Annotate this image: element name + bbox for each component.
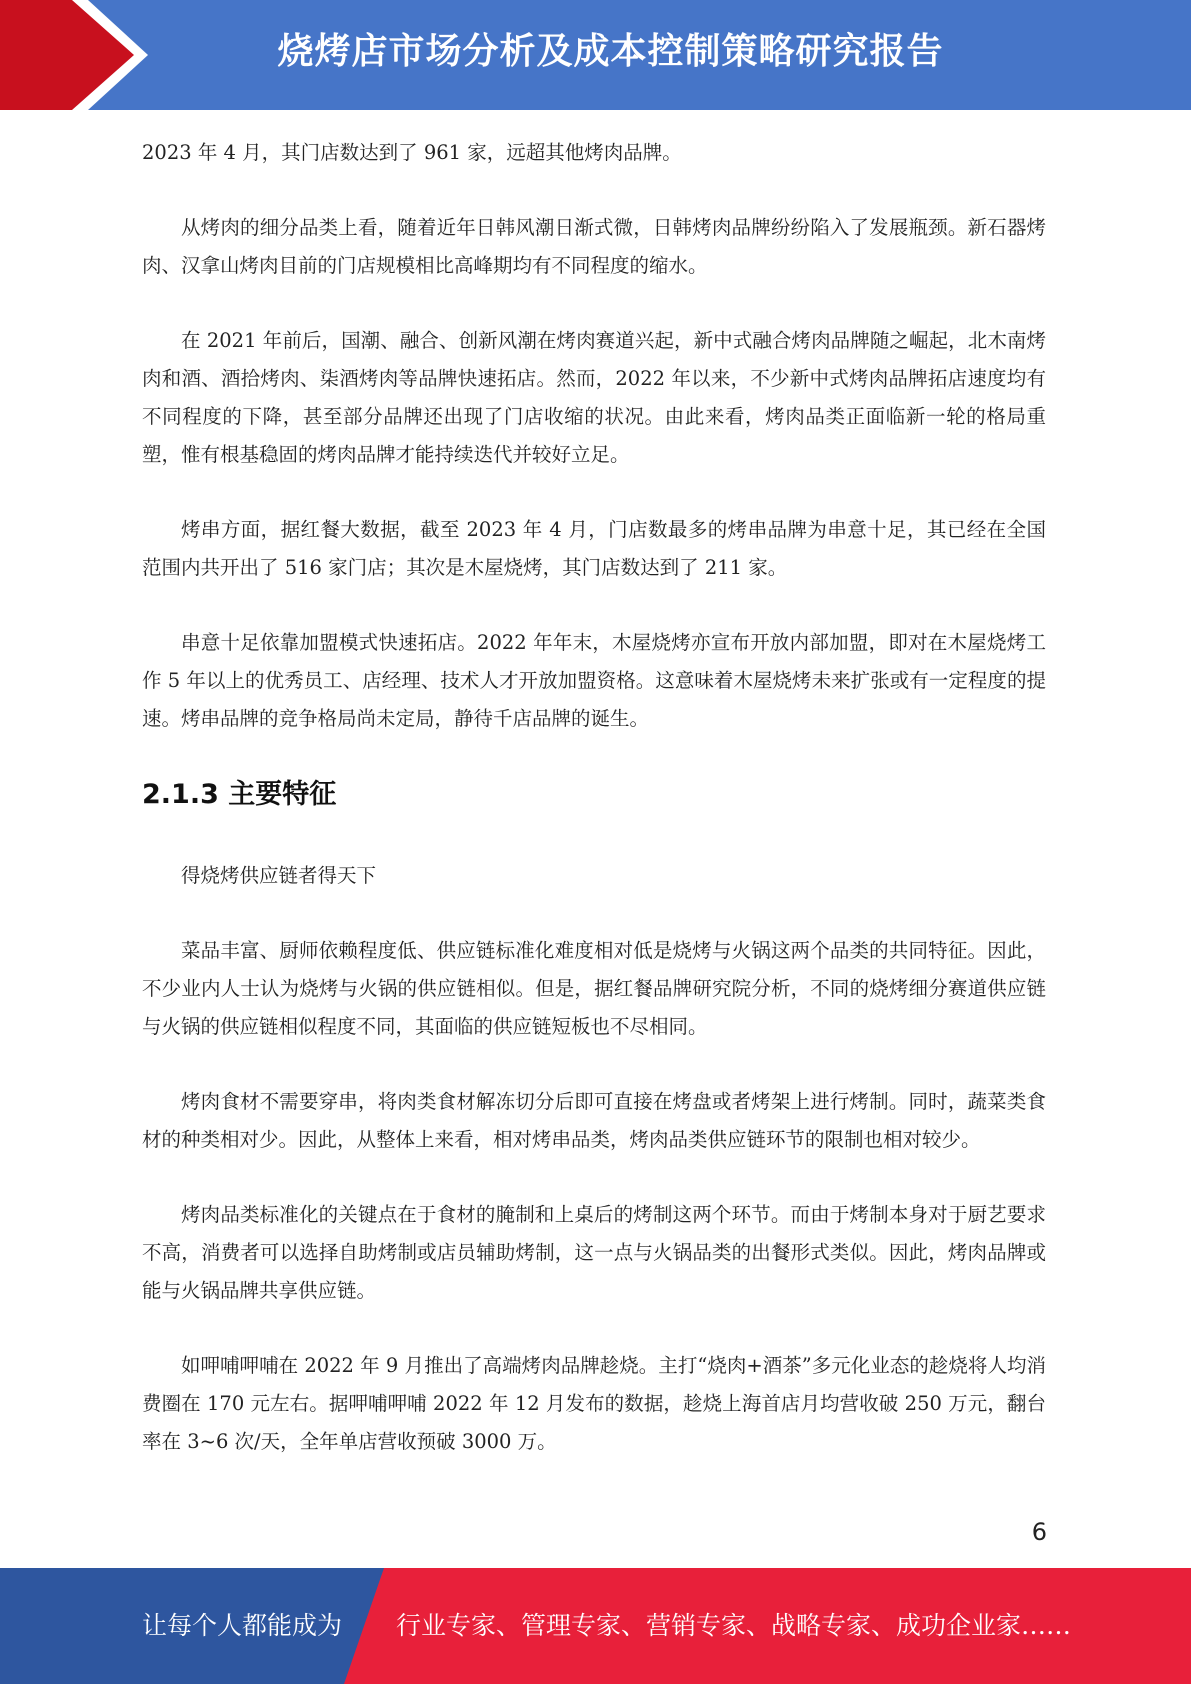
page-header <box>0 0 1191 110</box>
report-title: 烧烤店市场分析及成本控制策略研究报告 <box>277 31 944 72</box>
paragraph: 串意十足依靠加盟模式快速拓店。2022 年年末，木屋烧烤亦宣布开放内部加盟，即对在木屋烧烤工作 5 年以上的优秀员工、店经理、技术人才开放加盟资格。这意味着木屋烧烤未来扩张或有一定程度的提速。烤串品牌的竞争格局尚未定局，静待千店品牌的诞生。 <box>142 631 1046 730</box>
paragraph: 如呷哺呷哺在 2022 年 9 月推出了高端烤肉品牌趁烧。主打“烧肉+酒茶”多元化业态的趁烧将人均消费圈在 170 元左右。据呷哺呷哺 2022 年 12 月发布的数据，趁烧上海首店月均营收破 250 万元，翻台率在 3~6 次/天，全年单店营收预破 3000 万。 <box>142 1354 1046 1453</box>
page-content <box>142 134 1046 1498</box>
paragraph: 在 2021 年前后，国潮、融合、创新风潮在烤肉赛道兴起，新中式融合烤肉品牌随之崛起，北木南烤肉和酒、酒拾烤肉、柒酒烤肉等品牌快速拓店。然而，2022 年以来，不少新中式烤肉品牌拓店速度均有不同程度的下降，甚至部分品牌还出现了门店收缩的状况。由此来看，烤肉品类正面临新一轮的格局重塑，惟有根基稳固的烤肉品牌才能持续迭代并较好立足。 <box>142 329 1046 466</box>
paragraph: 烤肉品类标准化的关键点在于食材的腌制和上桌后的烤制这两个环节。而由于烤制本身对于厨艺要求不高，消费者可以选择自助烤制或店员辅助烤制，这一点与火锅品类的出餐形式类似。因此，烤肉品牌或能与火锅品牌共享供应链。 <box>142 1203 1046 1302</box>
footer-slogan-right: 行业专家、管理专家、营销专家、战略专家、成功企业家…… <box>396 1611 1072 1640</box>
paragraph: 烤串方面，据红餐大数据，截至 2023 年 4 月，门店数最多的烤串品牌为串意十足，其已经在全国范围内共开出了 516 家门店；其次是木屋烧烤，其门店数达到了 211 家。 <box>142 518 1046 579</box>
section-heading: 2.1.3 主要特征 <box>142 779 337 810</box>
paragraph: 从烤肉的细分品类上看，随着近年日韩风潮日渐式微，日韩烤肉品牌纷纷陷入了发展瓶颈。新石器烤肉、汉拿山烤肉目前的门店规模相比高峰期均有不同程度的缩水。 <box>142 216 1046 277</box>
page-footer <box>0 1568 1191 1684</box>
paragraph-subtitle: 得烧烤供应链者得天下 <box>181 864 377 887</box>
page-number: 6 <box>1031 1518 1047 1546</box>
paragraph: 菜品丰富、厨师依赖程度低、供应链标准化难度相对低是烧烤与火锅这两个品类的共同特征。因此，不少业内人士认为烧烤与火锅的供应链相似。但是，据红餐品牌研究院分析，不同的烧烤细分赛道供应链与火锅的供应链相似程度不同，其面临的供应链短板也不尽相同。 <box>142 939 1046 1038</box>
paragraph: 烤肉食材不需要穿串，将肉类食材解冻切分后即可直接在烤盘或者烤架上进行烤制。同时，蔬菜类食材的种类相对少。因此，从整体上来看，相对烤串品类，烤肉品类供应链环节的限制也相对较少。 <box>142 1090 1046 1151</box>
footer-slogan-left: 让每个人都能成为 <box>142 1611 343 1640</box>
paragraph: 2023 年 4 月，其门店数达到了 961 家，远超其他烤肉品牌。 <box>142 141 682 164</box>
